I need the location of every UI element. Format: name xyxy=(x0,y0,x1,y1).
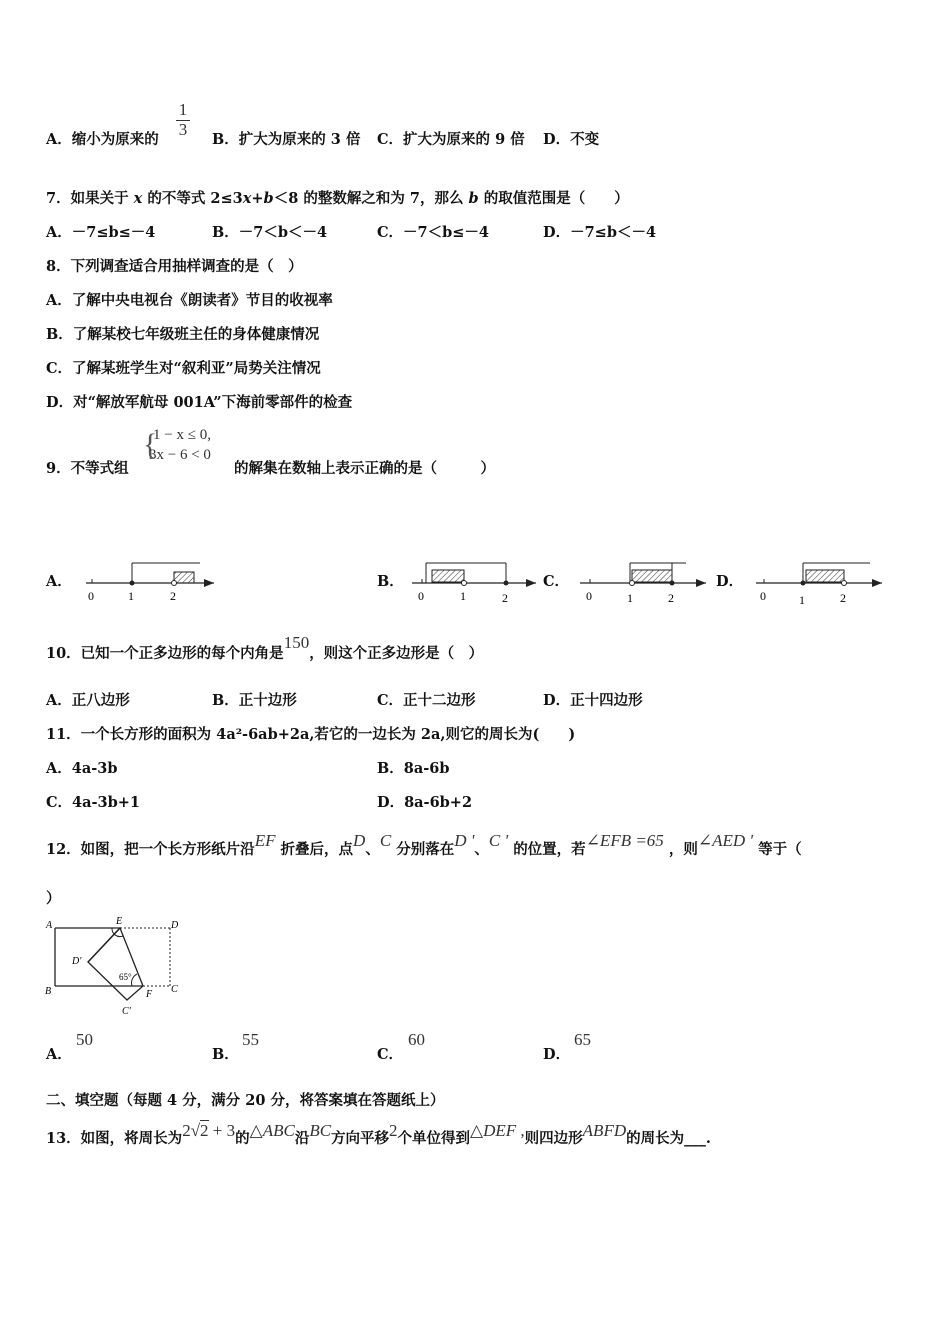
number-line-b xyxy=(412,563,536,605)
svg-text:0: 0 xyxy=(418,589,424,603)
q6-option-a: A．缩小为原来的 xyxy=(46,131,159,148)
q10-option-c: C．正十二边形 xyxy=(377,692,476,709)
svg-text:0: 0 xyxy=(586,589,592,603)
q9-label-a: A． xyxy=(46,573,72,590)
fig-angle-65: 65° xyxy=(119,972,132,982)
fig-label-c1: C' xyxy=(122,1006,131,1017)
q6-option-c: C．扩大为原来的 9 倍 xyxy=(377,131,525,148)
q10-option-b: B．正十边形 xyxy=(212,692,297,709)
q11-option-a: A．4a-3b xyxy=(46,760,118,777)
q12-stem: 12．如图，把一个长方形纸片沿EF 折叠后，点D、C 分别落在D '、C ' 的位置，若∠EFB =65 ，则∠AED ' 等于（ xyxy=(46,831,802,858)
q12-label-b: B． xyxy=(212,1046,239,1063)
svg-text:2: 2 xyxy=(502,591,508,605)
svg-text:1: 1 xyxy=(460,589,466,603)
left-brace-icon: { xyxy=(143,428,158,461)
q12-value-d: 65 xyxy=(574,1030,591,1049)
svg-text:0: 0 xyxy=(760,589,766,603)
q9-label-d: D． xyxy=(716,573,744,590)
q12-value-b: 55 xyxy=(242,1030,259,1049)
q12-value-a: 50 xyxy=(76,1030,93,1049)
q11-stem: 11．一个长方形的面积为 4a²-6ab+2a,若它的一边长为 2a,则它的周长为( ) xyxy=(46,726,576,743)
fig-label-a: A xyxy=(46,920,53,931)
q12-label-c: C． xyxy=(377,1046,404,1063)
tick-0: 0 xyxy=(88,589,94,603)
fig-label-f: F xyxy=(146,989,153,1000)
fig-label-d: D xyxy=(171,920,179,931)
q12-figure xyxy=(40,912,190,1022)
q8-option-b: B．了解某校七年级班主任的身体健康情况 xyxy=(46,326,320,343)
q9-label-c: C． xyxy=(543,573,570,590)
svg-text:1: 1 xyxy=(799,593,805,607)
q12-label-d: D． xyxy=(543,1046,571,1063)
q10-option-d: D．正十四边形 xyxy=(543,692,643,709)
fig-label-d1: D' xyxy=(72,956,82,967)
fraction-one-third: $\frac{1}{3}$ xyxy=(176,100,190,139)
q7-option-b: B．－7＜b＜－4 xyxy=(212,224,328,241)
q6-option-b: B．扩大为原来的 3 倍 xyxy=(212,131,361,148)
svg-text:1: 1 xyxy=(627,591,633,605)
number-line-d xyxy=(756,563,882,607)
q11-option-c: C．4a-3b+1 xyxy=(46,794,141,811)
q7-option-a: A．－7≤b≤－4 xyxy=(46,224,156,241)
svg-text:2: 2 xyxy=(840,591,846,605)
q9-number-lines xyxy=(0,550,950,630)
q7-stem: 7．如果关于 x 的不等式 2≤3x+b＜8 的整数解之和为 7，那么 b 的取值范围是（ ） xyxy=(46,190,629,207)
q12-value-c: 60 xyxy=(408,1030,425,1049)
number-line-a xyxy=(86,563,214,603)
q7-option-d: D．－7≤b＜－4 xyxy=(543,224,657,241)
q9-label-b: B． xyxy=(377,573,404,590)
number-line-c xyxy=(580,563,706,605)
q8-option-c: C．了解某班学生对“叙利亚”局势关注情况 xyxy=(46,360,321,377)
q10-stem: 10．已知一个正多边形的每个内角是150，则这个正多边形是（ ） xyxy=(46,633,484,662)
q9-stem-post: 的解集在数轴上表示正确的是（ ） xyxy=(234,460,495,477)
section-2-heading: 二、填空题（每题 4 分，满分 20 分，将答案填在答题纸上） xyxy=(46,1092,445,1109)
q8-stem: 8．下列调查适合用抽样调查的是（ ） xyxy=(46,258,303,275)
q13-stem: 13．如图，将周长为2√2 + 3的△ABC沿BC方向平移2个单位得到△DEF ,则四边形ABFD的周长为___. xyxy=(46,1121,711,1147)
fig-label-c: C xyxy=(171,984,178,995)
q11-option-d: D．8a-6b+2 xyxy=(377,794,473,811)
svg-text:2: 2 xyxy=(668,591,674,605)
tick-1: 1 xyxy=(128,589,134,603)
q10-option-a: A．正八边形 xyxy=(46,692,130,709)
fig-label-e: E xyxy=(116,916,123,927)
q8-option-a: A．了解中央电视台《朗读者》节目的收视率 xyxy=(46,292,333,309)
q12-label-a: A． xyxy=(46,1046,72,1063)
inequality-system: { 1 − x ≤ 0, 3x − 6 < 0 xyxy=(143,427,211,463)
tick-2: 2 xyxy=(170,589,176,603)
fig-label-b: B xyxy=(45,986,52,997)
q12-close-paren: ） xyxy=(46,890,61,907)
q11-option-b: B．8a-6b xyxy=(377,760,450,777)
q9-stem-pre: 9．不等式组 xyxy=(46,460,129,477)
q6-option-d: D．不变 xyxy=(543,131,600,148)
q7-option-c: C．－7＜b≤－4 xyxy=(377,224,490,241)
q8-option-d: D．对“解放军航母 001A”下海前零部件的检查 xyxy=(46,394,353,411)
